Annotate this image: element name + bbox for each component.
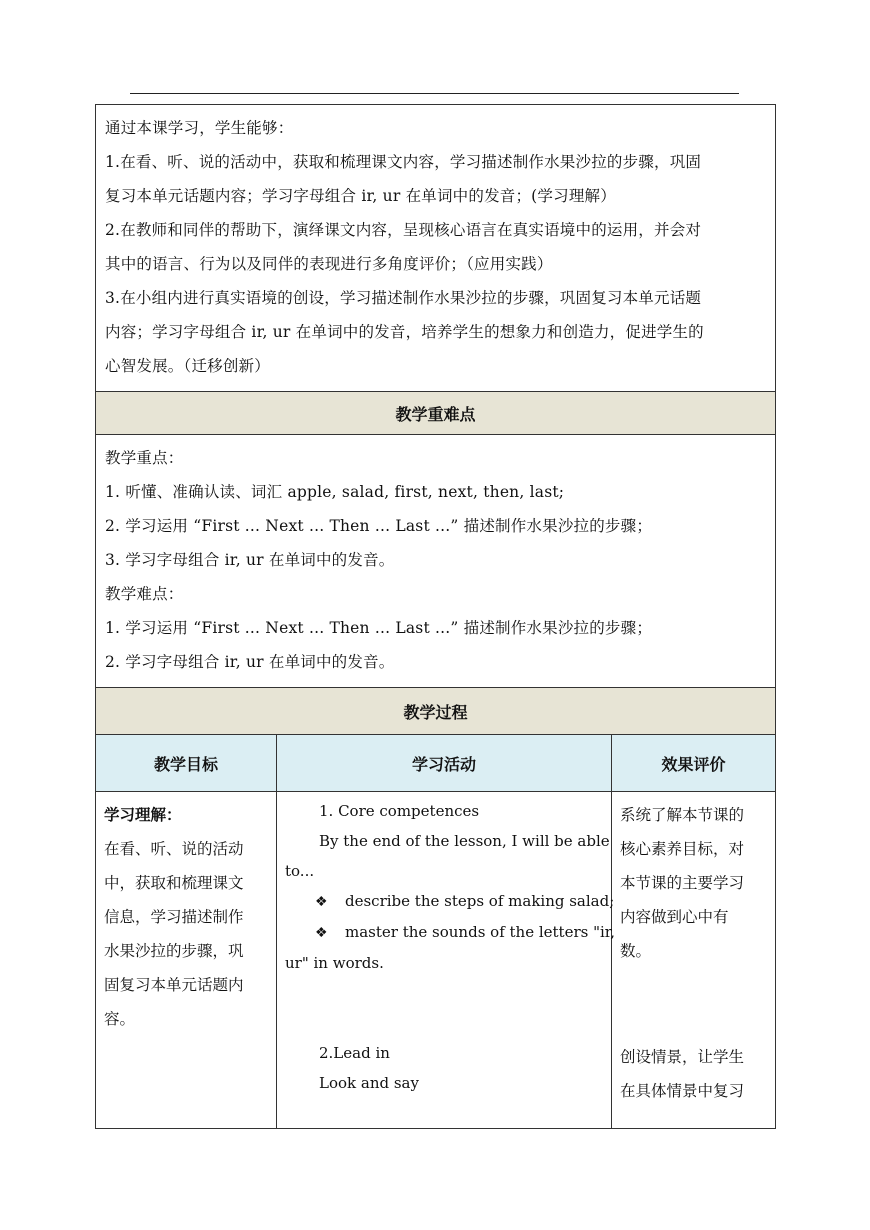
column-header-evaluation: 效果评价 [612,735,776,792]
key-points-line: 教学难点： [105,585,184,603]
evaluation-line: 创设情景，让学生 [620,1048,745,1066]
activity-bullet-text: describe the steps of making salad; [345,892,615,910]
objectives-line: 内容；学习字母组合 ir, ur 在单词中的发音，培养学生的想象力和创造力，促进学生的 [105,323,704,341]
objectives-line: 其中的语言、行为以及同伴的表现进行多角度评价；（应用实践） [105,255,553,273]
objectives-row [96,105,776,392]
key-points-line: 1. 听懂、准确认读、词汇 apple, salad, first, next, then, last; [105,483,565,501]
column-header-activity: 学习活动 [277,735,612,792]
activity-intro: By the end of the lesson, I will be able [319,832,610,850]
objectives-line: 2.在教师和同伴的帮助下，演绎课文内容，呈现核心语言在真实语境中的运用，并会对 [105,221,702,239]
key-points-line: 3. 学习字母组合 ir, ur 在单词中的发音。 [105,551,395,569]
lesson-plan-table [95,104,776,1129]
goal-line: 容。 [104,1010,136,1028]
key-points-cell [96,435,776,688]
key-points-heading-row [96,392,776,435]
goal-line: 固复习本单元话题内 [104,976,244,994]
goal-title: 学习理解： [104,805,182,824]
goal-line: 信息，学习描述制作 [104,908,244,926]
objectives-line: 心智发展。（迁移创新） [105,357,270,375]
process-body-row [96,792,776,1129]
activity-section-title: 2.Lead in [319,1044,390,1062]
evaluation-line: 在具体情景中复习 [620,1082,745,1100]
objectives-line: 复习本单元话题内容；学习字母组合 ir, ur 在单词中的发音；(学习理解） [105,187,616,205]
evaluation-cell [612,792,776,1129]
goal-line: 中，获取和梳理课文 [104,874,244,892]
activity-subtitle: Look and say [319,1074,419,1092]
goal-line: 在看、听、说的活动 [104,840,244,858]
key-points-heading: 教学重难点 [96,392,776,435]
process-columns-row [96,735,776,792]
process-heading: 教学过程 [96,688,776,735]
evaluation-line: 核心素养目标，对 [620,840,745,858]
key-points-line: 教学重点： [105,449,184,467]
evaluation-line: 内容做到心中有 [620,908,729,926]
evaluation-line: 系统了解本节课的 [620,806,745,824]
column-header-goal: 教学目标 [96,735,277,792]
key-points-line: 2. 学习运用 “First ... Next ... Then ... Last ...” 描述制作水果沙拉的步骤； [105,517,653,535]
process-heading-row [96,688,776,735]
key-points-line: 1. 学习运用 “First ... Next ... Then ... Last ...” 描述制作水果沙拉的步骤； [105,619,653,637]
header-rule [130,93,739,94]
activity-bullet [285,917,616,948]
evaluation-line: 本节课的主要学习 [620,874,745,892]
objectives-line: 1.在看、听、说的活动中，获取和梳理课文内容，学习描述制作水果沙拉的步骤，巩固 [105,153,702,171]
activity-cell [277,792,616,1129]
goal-line: 水果沙拉的步骤，巩 [104,942,244,960]
objectives-line: 通过本课学习，学生能够： [105,119,294,137]
activity-bullet-text: master the sounds of the letters "ir, [345,923,616,941]
activity-bullet-continued: ur" in words. [285,954,384,972]
goal-cell [96,792,277,1129]
bullet-diamond-icon: ❖ [315,925,328,941]
objectives-line: 3.在小组内进行真实语境的创设，学习描述制作水果沙拉的步骤，巩固复习本单元话题 [105,289,702,307]
key-points-row [96,435,776,688]
activity-intro-continued: to... [285,862,315,880]
key-points-line: 2. 学习字母组合 ir, ur 在单词中的发音。 [105,653,395,671]
objectives-cell [96,105,776,392]
evaluation-line: 数。 [620,942,652,960]
bullet-diamond-icon: ❖ [315,894,328,910]
activity-bullet [285,886,615,917]
activity-section-title: 1. Core competences [319,802,480,820]
